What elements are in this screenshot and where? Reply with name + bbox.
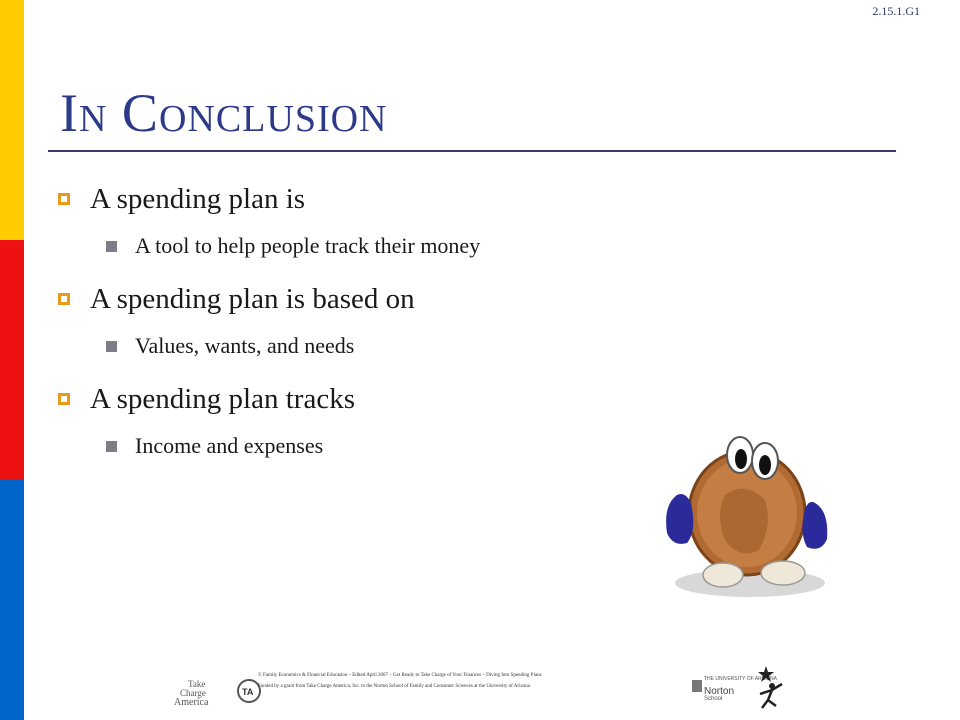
svg-text:Take: Take <box>188 679 206 689</box>
square-bullet-icon <box>58 293 70 305</box>
bullet-item <box>58 175 858 223</box>
svg-text:TA: TA <box>242 687 254 697</box>
bullet-text: A spending plan is <box>90 182 306 215</box>
bullet-item <box>58 275 858 323</box>
square-bullet-icon <box>58 193 70 205</box>
sub-bullet-item <box>106 323 858 369</box>
bullet-text: A spending plan tracks <box>90 382 355 415</box>
svg-text:Charge: Charge <box>180 688 206 698</box>
square-bullet-icon <box>58 393 70 405</box>
square-sub-bullet-icon <box>106 241 117 252</box>
bullet-item <box>58 375 858 423</box>
footer-credits <box>258 670 718 692</box>
footer-line-1: © Family Economics & Financial Education – Edited April 2007 – Get Ready to Take Charge of Your Finances – Diving Into Spending Plans <box>258 673 542 678</box>
svg-text:School: School <box>704 696 723 702</box>
side-stripe-yellow <box>0 0 24 240</box>
sub-bullet-item <box>106 223 858 269</box>
square-sub-bullet-icon <box>106 341 117 352</box>
svg-text:America: America <box>174 697 209 708</box>
title-divider <box>48 150 896 152</box>
square-sub-bullet-icon <box>106 441 117 452</box>
sub-bullet-text: A tool to help people track their money <box>135 233 481 258</box>
footer-line-2: Funded by a grant from Take Charge America, Inc. to the Norton School of Family and Consumer Sciences at the University of Arizona <box>258 684 530 689</box>
penny-mascot-illustration <box>655 425 840 610</box>
sub-bullet-text: Values, wants, and needs <box>135 333 355 358</box>
university-of-arizona-norton-logo <box>692 670 777 702</box>
svg-text:Norton: Norton <box>704 686 735 697</box>
side-stripe-red <box>0 240 24 480</box>
page-title: In Conclusion <box>60 83 388 143</box>
bullet-text: A spending plan is based on <box>90 282 415 315</box>
side-stripe-blue <box>0 480 24 720</box>
take-charge-america-logo <box>170 676 228 706</box>
star-figure-logo <box>752 664 786 710</box>
slide-id: 2.15.1.G1 <box>872 4 920 18</box>
svg-text:THE UNIVERSITY OF ARIZONA: THE UNIVERSITY OF ARIZONA <box>704 676 777 682</box>
sub-bullet-text: Income and expenses <box>135 433 324 458</box>
